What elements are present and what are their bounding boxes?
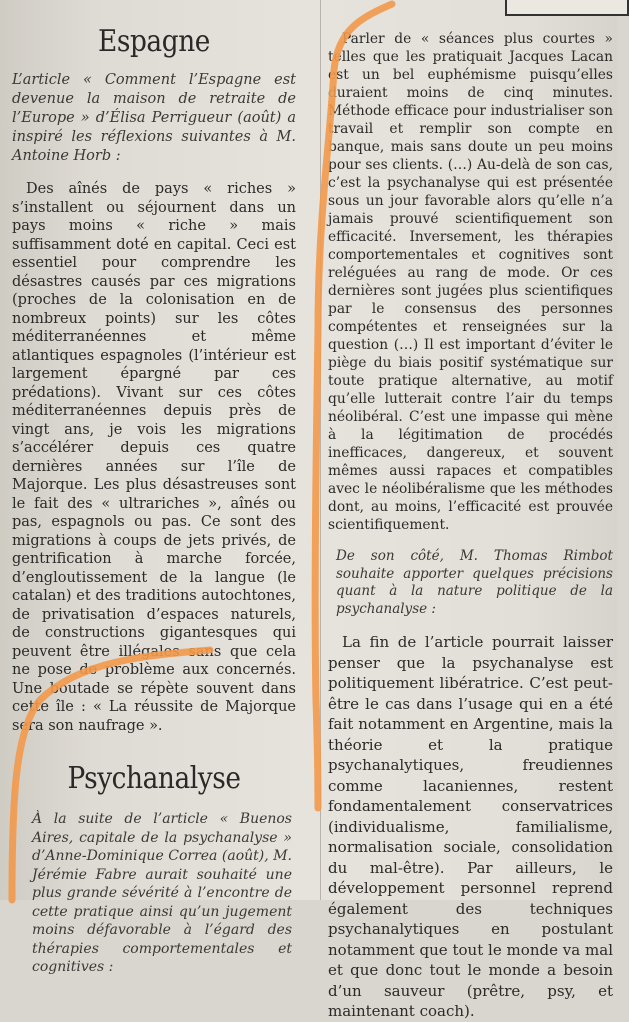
letter-fabre-body: Parler de « séances plus courtes » telles que les pratiquait Jacques Lacan est un bel euphémisme puisqu’elles duraient moins de cinq minutes. Méthode efficace pour industrialiser son travail et remplir son compte en banque, mais sans doute un peu moins pour ses clients. (…) Au-delà de son cas, c’est la psychanalyse qui est présentée sous un jour favorable alors qu’elle n’a jamais prouvé scientifiquement son efficacité. Inversement, les thérapies comportementales et cognitives sont reléguées au rang de mode. Or ces dernières sont jugées plus scientifiques par le consensus des personnes compétentes et renseignées sur la question (…) Il est important d’éviter le piège du biais positif systématique sur toute pratique alternative, au motif qu’elle lutterait contre l’air du temps néolibéral. C’est une impasse qui mène à la légitimation de procédés inefficaces, dangereux, et souvent mêmes aussi rapaces et compatibles avec le néolibéralisme que les méthodes dont, au moins, l’efficacité est prouvée scientifiquement. [328,31,613,533]
letter-rimbot-body: La fin de l’article pourrait laisser penser que la psychanalyse est politiquement libératrice. C’est peut-être le cas dans l’usage qui en a été fait notamment en Argentine, mais la théorie et la pratique psychanalytiques, freudiennes comme lacaniennes, restent fondamentalement conservatrices (individualisme, familialisme, normalisation sociale, consolidation du mal-être). Par ailleurs, le développement personnel reprend également des techniques psychanalytiques en postulant notamment que tout le monde va mal et que donc tout le monde a besoin d’un sauveur (prêtre, psy, et maintenant coach). [328,633,613,1020]
right-column [328,30,613,1020]
section-title-psychanalyse: Psychanalyse [67,761,241,796]
section-title-espagne: Espagne [98,24,210,59]
corner-frame [505,0,629,16]
letter-rimbot-intro: De son côté, M. Thomas Rimbot souhaite apporter quelques précisions quant à la nature politique de la psychanalyse : [336,548,613,617]
espagne-body: Des aînés de pays « riches » s’installent ou séjournent dans un pays moins « riche » mais suffisamment doté en capital. Ceci est essentiel pour comprendre les désastres causés par ces migrations (proches de la colonisation en de nombreux points) sur les côtes méditerranéennes et même atlantiques espagnoles (l’intérieur est largement épargné par ces prédations). Vivant sur ces côtes méditerranéennes depuis près de vingt ans, je vois les migrations s’accélérer depuis ces quatre dernières années sur l’île de Majorque. Les plus désastreuses sont le fait des « ultrariches », aînés ou pas, espagnols ou pas. Ce sont des migrations à coups de jets privés, de gentrification à marche forcée, d’engloutissement de la langue (le catalan) et des traditions autochtones, de privatisation d’espaces naturels, de constructions gigantesques qui peuvent être illégales sans que cela ne pose de problème aux concernés. Une boutade se répète souvent dans cette île : « La réussite de Majorque sera son naufrage ». [12,181,296,734]
psychanalyse-intro: À la suite de l’article « Buenos Aires, capitale de la psychanalyse » d’Anne-Dominique Correa (août), M. Jérémie Fabre aurait souhaité une plus grande sévérité à l’encontre de cette pratique ainsi qu’un jugement moins défavorable à l’égard des thérapies comportementales et cognitives : [32,811,292,975]
column-divider [320,0,321,900]
left-column [8,10,300,975]
espagne-intro: L’article « Comment l’Espagne est devenue la maison de retraite de l’Europe » d’Élisa Perrigueur (août) a inspiré les réflexions suivantes à M. Antoine Horb : [12,72,296,164]
